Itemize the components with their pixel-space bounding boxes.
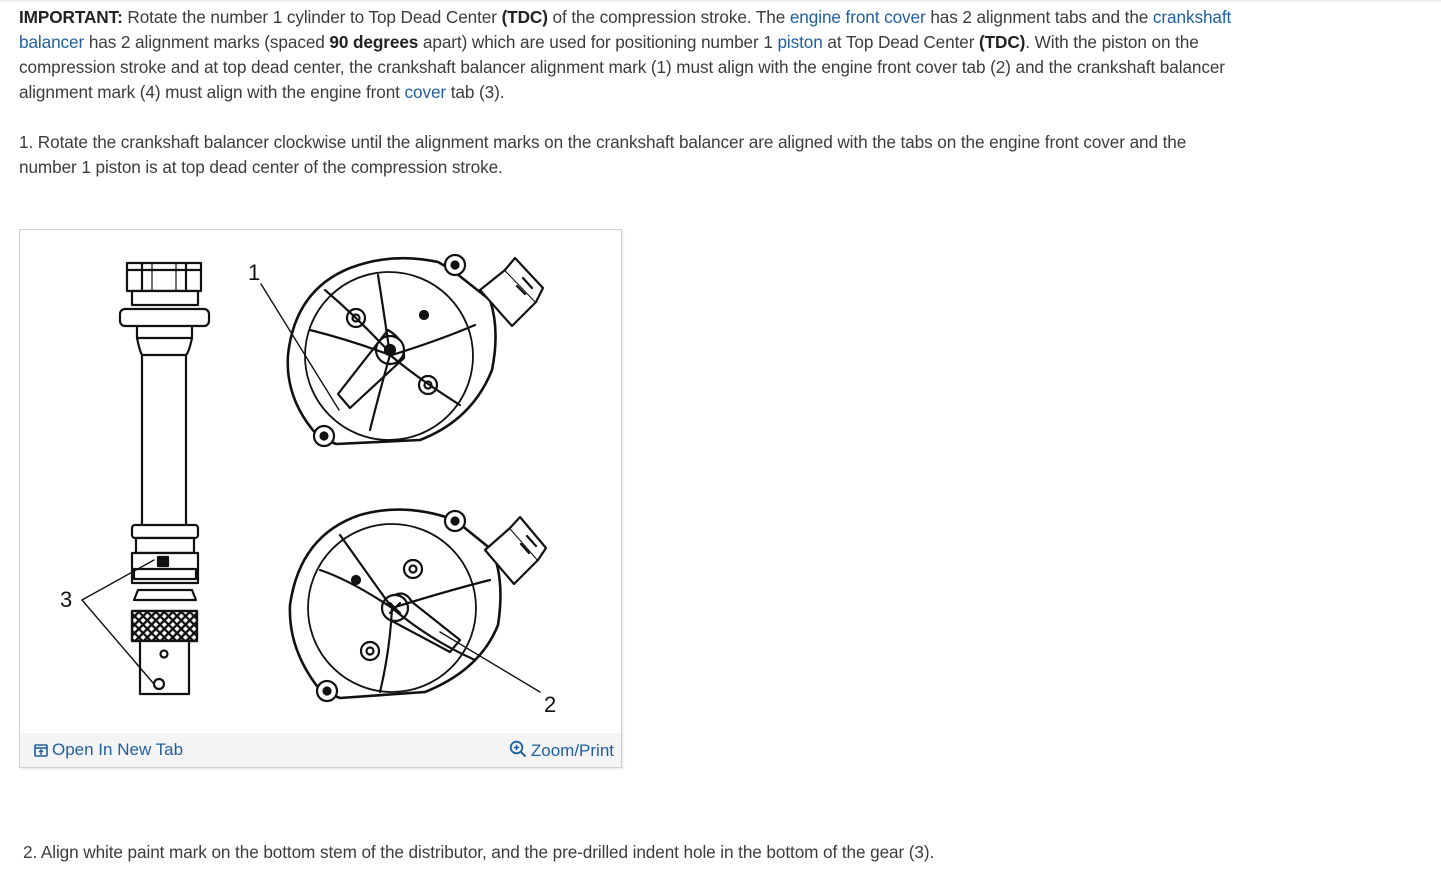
piston-link[interactable]: piston [777,32,823,52]
callout-1: 1 [248,260,261,285]
note-text: at Top Dead Center [822,32,980,52]
note-text: of the compression stroke. The [547,7,790,27]
zoom-print-link[interactable] [509,740,614,761]
note-text: tab (3). [446,82,505,102]
magnifier-plus-icon [509,740,527,758]
note-text: has 2 alignment tabs and the [925,7,1153,27]
tdc-emphasis: (TDC) [979,32,1026,52]
distributor-diagram [20,230,621,733]
note-text: apart) which are used for positioning number 1 [418,32,778,52]
cover-link[interactable]: cover [404,82,447,102]
step-1-text: 1. Rotate the crankshaft balancer clockwise until the alignment marks on the crankshaft balancer are aligned with the tabs on the engine front cover and the number 1 piston is at top dead center of the compression stroke. [19,132,1187,177]
engine-front-cover-link[interactable]: engine front cover [789,7,926,27]
distributor-figure [19,229,622,768]
important-note [19,5,1249,105]
crankshaft-balancer-link[interactable]: crankshaft balancer [19,7,1232,52]
note-text: has 2 alignment marks (spaced [84,32,330,52]
open-in-new-tab-label: Open In New Tab [52,740,184,759]
note-text: Rotate the number 1 cylinder to Top Dead Center [122,7,502,27]
step-2-text: 2. Align white paint mark on the bottom stem of the distributor, and the pre-drilled indent hole in the bottom of the gear (3). [23,842,935,862]
note-text: . With the piston on the compression stroke and at top dead center, the crankshaft balancer alignment mark (1) must align with the engine front cover tab (2) and the crankshaft balancer alignment mark (4) must align with the engine front [19,32,1225,102]
callout-2: 2 [544,692,557,717]
distributor-shaft-drawing [120,263,209,694]
tdc-emphasis: (TDC) [501,7,548,27]
zoom-print-label: Zoom/Print [530,741,614,760]
open-new-tab-icon [34,744,48,757]
callout-3: 3 [60,587,73,612]
figure-footer [20,733,621,767]
top-divider [0,0,1441,2]
degrees-emphasis: 90 degrees [329,32,419,52]
important-label: IMPORTANT: [19,7,123,27]
open-in-new-tab-link[interactable] [34,740,183,760]
cap-top-drawing [288,255,543,446]
